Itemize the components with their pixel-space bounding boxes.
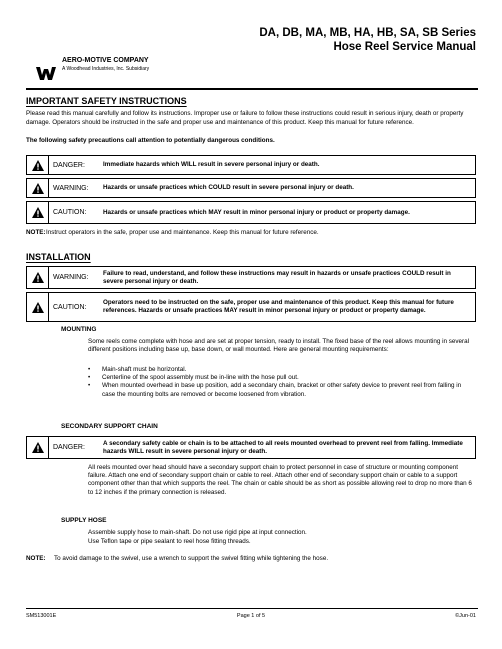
- footer-doc-number: SM513001E: [26, 613, 57, 619]
- list-item: • Main-shaft must be horizontal.: [88, 366, 187, 373]
- chain-heading: SECONDARY SUPPORT CHAIN: [61, 423, 158, 430]
- box-keyword: CAUTION:: [53, 209, 87, 216]
- box-message: Hazards or unsafe practices which MAY result in minor personal injury or product or property damage.: [103, 208, 410, 216]
- chain-text: All reels mounted over head should have a secondary support chain to protect personnel in case of structure or mounting component failure. Attach one end of secondary support chain or cable to reel. Attach other end of secondary support chain or cable to a support component other than that which supports the reel. The chain or cable should be as short as possible allowing reel to drop no more than 6 to 12 inches if the primary connection is released.: [88, 464, 472, 496]
- warning-triangle-icon: [27, 267, 49, 288]
- note-text: Instruct operators in the safe, proper use and maintenance. Keep this manual for future reference.: [46, 229, 319, 236]
- safety-attention: The following safety precautions call attention to potentially dangerous conditions.: [26, 137, 275, 144]
- box-message: Operators need to be instructed on the safe, proper use and maintenance of this product. Keep this manual for future references. Hazards or unsafe practices MAY result in minor personal injury or product or property damage.: [103, 299, 454, 314]
- warning-triangle-icon: [27, 202, 49, 223]
- warning-box: [26, 178, 476, 198]
- box-message: Failure to read, understand, and follow these instructions may result in hazards or unsafe practices COULD result in severe personal injury or death.: [103, 269, 451, 285]
- danger-box: [26, 155, 476, 175]
- manual-title: Hose Reel Service Manual: [333, 41, 476, 53]
- caution-box: [26, 201, 476, 224]
- box-keyword: WARNING:: [53, 274, 89, 281]
- safety-note: [26, 229, 476, 237]
- chain-danger-box: [26, 436, 476, 459]
- company-logo-icon: [36, 65, 56, 81]
- company-name: AERO-MOTIVE COMPANY: [62, 57, 149, 64]
- warning-triangle-icon: [27, 437, 49, 458]
- box-keyword: CAUTION:: [53, 303, 87, 311]
- box-keyword: DANGER:: [53, 161, 85, 169]
- footer-divider: [26, 608, 478, 609]
- safety-intro: Please read this manual carefully and follow its instructions. Improper use or failure to follow these instructions could result in serious injury, death or property damage. Operators should be instructed in the safe and proper use and maintenance of this product. Keep this manual for future reference.: [26, 110, 464, 126]
- list-item: • Centerline of the spool assembly must be in-line with the hose pull out.: [88, 374, 299, 382]
- supply-note: [26, 555, 476, 563]
- header-divider: [26, 88, 478, 90]
- box-message: Hazards or unsafe practices which COULD result in severe personal injury or death.: [103, 184, 354, 191]
- footer-date: ©Jun-01: [455, 613, 476, 619]
- list-item: • When mounted overhead in base up position, add a secondary chain, bracket or other safety device to prevent reel from falling in case the mounting bolts are removed or become loosened from vibration.: [88, 382, 462, 398]
- warning-triangle-icon: [27, 156, 49, 174]
- box-keyword: DANGER:: [53, 444, 85, 451]
- mounting-heading: MOUNTING: [61, 326, 97, 333]
- warning-triangle-icon: [27, 179, 49, 197]
- supply-heading: SUPPLY HOSE: [61, 517, 107, 524]
- mounting-bullets: [88, 366, 472, 399]
- box-keyword: WARNING:: [53, 184, 89, 192]
- note-label: NOTE:: [26, 229, 46, 236]
- install-caution-box: [26, 292, 476, 322]
- footer-page-number: Page 1 of 5: [236, 613, 266, 619]
- warning-triangle-icon: [27, 293, 49, 321]
- box-message: A secondary safety cable or chain is to be attached to all reels mounted overhead to prevent reel from falling. Immediate hazards WILL result in severe personal injury or death.: [103, 439, 463, 455]
- install-warning-box: [26, 266, 476, 289]
- note-text: To avoid damage to the swivel, use a wrench to support the swivel fitting while tightening the hose.: [54, 555, 329, 562]
- safety-heading: IMPORTANT SAFETY INSTRUCTIONS: [26, 96, 187, 106]
- box-message: Immediate hazards which WILL result in severe personal injury or death.: [103, 161, 320, 168]
- company-subsidiary: A Woodhead Industries, Inc. Subsidiary: [62, 66, 150, 72]
- note-label: NOTE:: [26, 555, 46, 562]
- series-title: DA, DB, MA, MB, HA, HB, SA, SB Series: [259, 27, 476, 39]
- supply-line-1: Assemble supply hose to main-shaft. Do not use rigid pipe at input connection.: [88, 529, 307, 536]
- installation-heading: INSTALLATION: [26, 252, 91, 262]
- supply-line-2: Use Teflon tape or pipe sealant to reel hose fitting threads.: [88, 538, 251, 545]
- mounting-text: Some reels come complete with hose and are set at proper tension, ready to install. The fixed base of the reel allows mounting in several different positions including base up, base down, or wall mounted. Here are general mounting requirements:: [88, 338, 470, 354]
